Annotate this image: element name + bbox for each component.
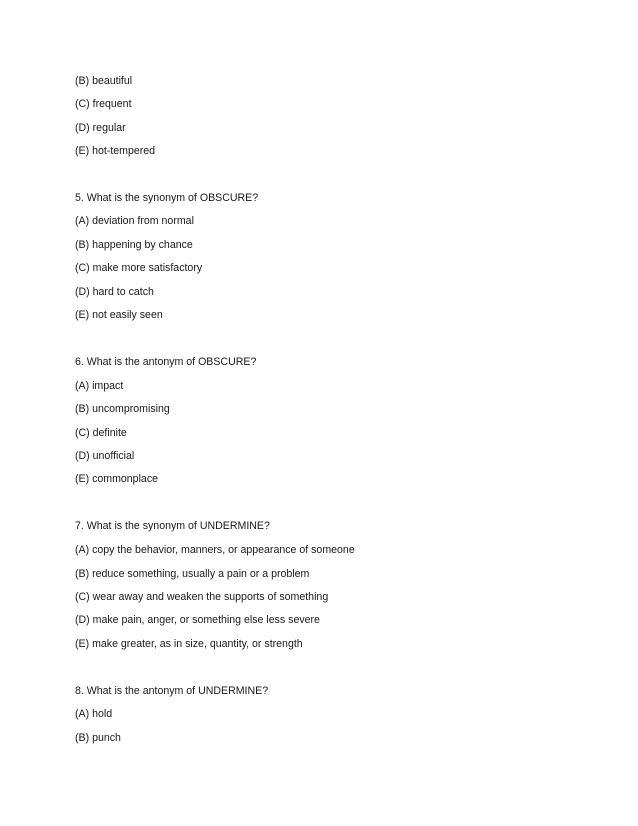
option-d-regular: (D) regular <box>75 122 126 134</box>
q5-option-d: (D) hard to catch <box>75 286 154 298</box>
q5-option-b: (B) happening by chance <box>75 239 193 251</box>
q7-option-c: (C) wear away and weaken the supports of something <box>75 591 329 603</box>
q7-option-b: (B) reduce something, usually a pain or a problem <box>75 568 310 580</box>
q6-option-c: (C) definite <box>75 427 127 439</box>
q8-option-b: (B) punch <box>75 732 121 744</box>
q5-option-a: (A) deviation from normal <box>75 215 194 227</box>
q8-option-a: (A) hold <box>75 708 113 720</box>
q6-option-a: (A) impact <box>75 380 124 392</box>
question-8: 8. What is the antonym of UNDERMINE? <box>75 685 269 697</box>
q6-option-b: (B) uncompromising <box>75 403 170 415</box>
q5-option-c: (C) make more satisfactory <box>75 262 203 274</box>
question-5: 5. What is the synonym of OBSCURE? <box>75 192 259 204</box>
option-c-frequent: (C) frequent <box>75 98 132 110</box>
q7-option-a: (A) copy the behavior, manners, or appearance of someone <box>75 544 355 556</box>
q7-option-e: (E) make greater, as in size, quantity, or strength <box>75 638 303 650</box>
q7-option-d: (D) make pain, anger, or something else less severe <box>75 614 320 626</box>
question-6: 6. What is the antonym of OBSCURE? <box>75 356 257 368</box>
q6-option-e: (E) commonplace <box>75 473 159 485</box>
option-e-hot-tempered: (E) hot-tempered <box>75 145 156 157</box>
option-b-beautiful: (B) beautiful <box>75 75 133 87</box>
q6-option-d: (D) unofficial <box>75 450 135 462</box>
q5-option-e: (E) not easily seen <box>75 309 163 321</box>
question-7: 7. What is the synonym of UNDERMINE? <box>75 520 270 532</box>
